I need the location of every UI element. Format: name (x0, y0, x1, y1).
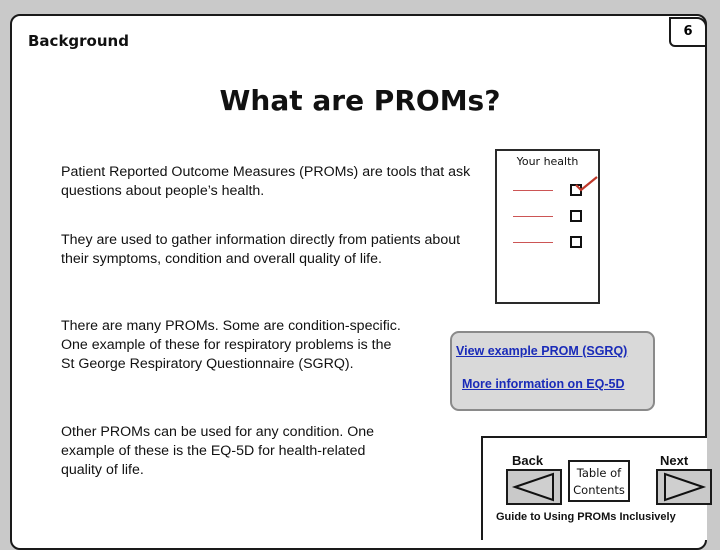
triangle-left-icon (508, 471, 560, 503)
page-title: What are PROMs? (219, 84, 501, 117)
questionnaire-illustration (495, 149, 600, 304)
next-button[interactable] (656, 469, 712, 505)
paragraph-purpose: They are used to gather information directly from patients about their symptoms, condition and overall quality of life. (61, 232, 461, 267)
back-label: Back (512, 453, 544, 468)
toc-label-line2: Contents (573, 483, 625, 497)
footer-guide-title: Guide to Using PROMs Inclusively (496, 511, 676, 523)
page-number: 6 (669, 17, 707, 47)
eq5d-info-link[interactable]: More information on EQ-5D (462, 377, 625, 391)
checkmark-icon (575, 175, 599, 193)
section-title: Background (28, 32, 129, 50)
checkbox-icon (570, 210, 582, 222)
table-of-contents-button[interactable] (568, 460, 630, 502)
checkbox-icon (570, 236, 582, 248)
paragraph-intro: Patient Reported Outcome Measures (PROMs) are tools that ask questions about people’s health. (61, 164, 471, 199)
paragraph-condition-specific: There are many PROMs. Some are condition-specific. One example of these for respiratory problems is the St George Respiratory Questionnaire (SGRQ). (61, 318, 401, 372)
form-line (513, 216, 553, 217)
links-panel (450, 331, 655, 411)
view-sgrq-link[interactable]: View example PROM (SGRQ) (456, 344, 628, 358)
paragraph-generic: Other PROMs can be used for any condition. One example of these is the EQ-5D for health-related quality of life. (61, 424, 375, 478)
back-button[interactable] (506, 469, 562, 505)
next-label: Next (660, 453, 689, 468)
triangle-right-icon (658, 471, 710, 503)
form-line (513, 242, 553, 243)
toc-label-line1: Table of (576, 466, 622, 480)
form-title: Your health (516, 155, 579, 168)
form-line (513, 190, 553, 191)
